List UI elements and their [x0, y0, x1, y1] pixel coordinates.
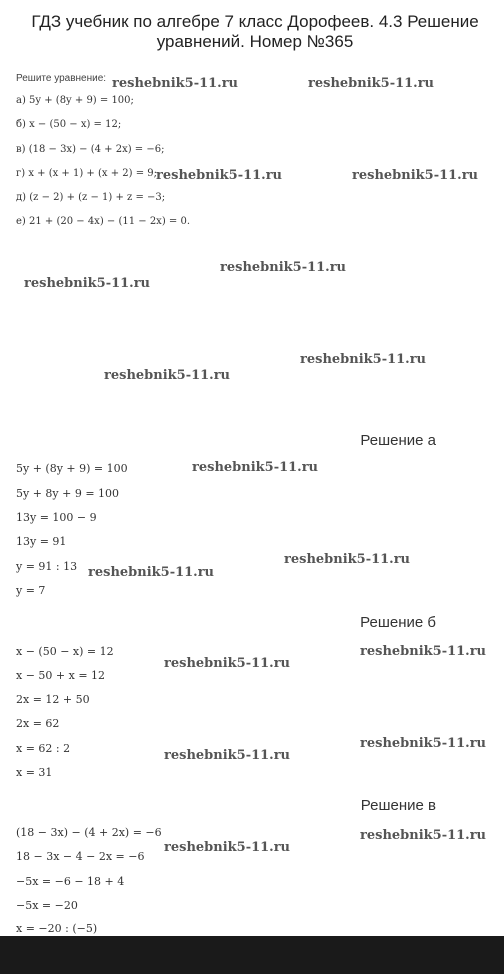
bottom-bar — [0, 936, 504, 974]
watermark: reshebnik5-11.ru — [164, 656, 291, 671]
watermark: reshebnik5-11.ru — [360, 736, 487, 751]
watermark: reshebnik5-11.ru — [164, 840, 291, 855]
solution-step: 5y + 8y + 9 = 100 — [16, 487, 120, 500]
solution-step: −5x = −6 − 18 + 4 — [16, 875, 125, 888]
task-item-e: е) 21 + (20 − 4x) − (11 − 2x) = 0. — [16, 216, 191, 227]
task-item-b: б) x − (50 − x) = 12; — [16, 119, 122, 130]
solution-step: 18 − 3x − 4 − 2x = −6 — [16, 850, 145, 863]
task-item-d: д) (z − 2) + (z − 1) + z = −3; — [16, 192, 166, 203]
watermark: reshebnik5-11.ru — [284, 552, 411, 567]
watermark: reshebnik5-11.ru — [360, 644, 487, 659]
watermark: reshebnik5-11.ru — [308, 76, 435, 91]
solution-step: x = 62 : 2 — [16, 742, 71, 755]
watermark: reshebnik5-11.ru — [192, 460, 319, 475]
solution-heading-v: Решение в — [360, 797, 436, 814]
page-title: ГДЗ учебник по алгебре 7 класс Дорофеев. 4.3 Решение уравнений. Номер №365 — [31, 12, 479, 51]
solution-step: x − (50 − x) = 12 — [16, 645, 114, 658]
task-item-v: в) (18 − 3x) − (4 + 2x) = −6; — [16, 144, 165, 155]
task-item-a: а) 5y + (8y + 9) = 100; — [16, 95, 134, 106]
watermark: reshebnik5-11.ru — [88, 565, 215, 580]
watermark: reshebnik5-11.ru — [360, 828, 487, 843]
solution-heading-a: Решение а — [360, 432, 436, 449]
solution-step: 2x = 12 + 50 — [16, 693, 90, 706]
solution-step: y = 91 : 13 — [16, 560, 78, 573]
solution-step: 5y + (8y + 9) = 100 — [16, 462, 128, 475]
watermark: reshebnik5-11.ru — [104, 368, 231, 383]
task-label: Решите уравнение: — [16, 73, 107, 84]
watermark: reshebnik5-11.ru — [156, 168, 283, 183]
solution-step: x = 31 — [16, 766, 53, 779]
watermark: reshebnik5-11.ru — [164, 748, 291, 763]
solution-step: 13y = 100 − 9 — [16, 511, 97, 524]
watermark: reshebnik5-11.ru — [112, 76, 239, 91]
solution-step: x = −20 : (−5) — [16, 922, 98, 935]
solution-step: −5x = −20 — [16, 899, 78, 912]
solution-step: y = 7 — [16, 584, 46, 597]
watermark: reshebnik5-11.ru — [300, 352, 427, 367]
watermark: reshebnik5-11.ru — [352, 168, 479, 183]
solution-step: 13y = 91 — [16, 535, 67, 548]
solution-step: x − 50 + x = 12 — [16, 669, 106, 682]
solution-step: (18 − 3x) − (4 + 2x) = −6 — [16, 826, 162, 839]
task-item-g: г) x + (x + 1) + (x + 2) = 9; — [16, 168, 157, 179]
solution-heading-b: Решение б — [360, 614, 436, 631]
watermark: reshebnik5-11.ru — [24, 276, 151, 291]
solution-step: 2x = 62 — [16, 717, 60, 730]
watermark: reshebnik5-11.ru — [220, 260, 347, 275]
